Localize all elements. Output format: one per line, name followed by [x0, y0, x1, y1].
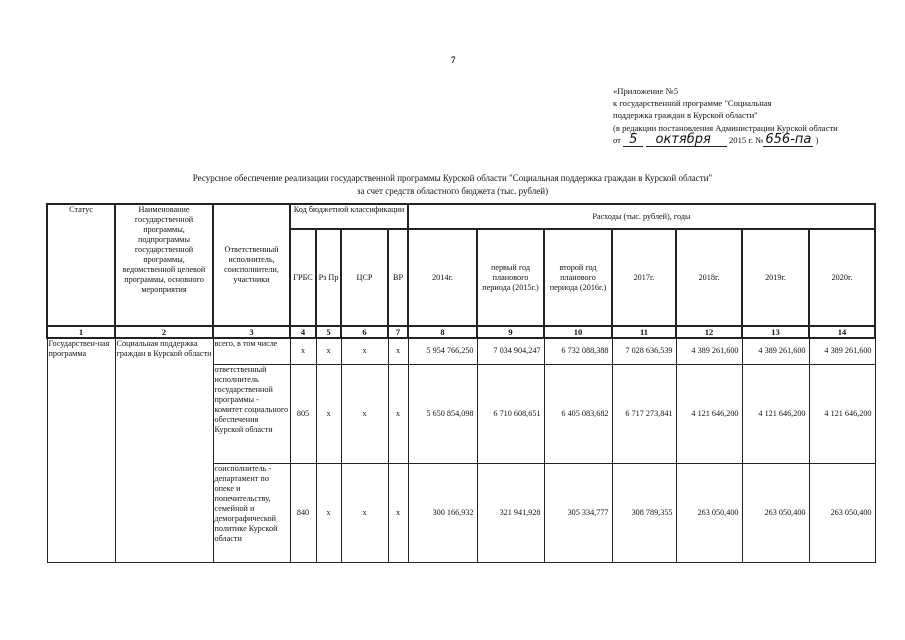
index-cell: 12: [676, 326, 742, 338]
appendix-line-2: к государственной программе "Социальная: [613, 98, 772, 109]
document-title: Ресурсное обеспечение реализации государственной программы Курской области "Социальная поддержка граждан в Курской области": [192, 173, 713, 183]
header-2020: 2020г.: [809, 229, 875, 326]
value-cell: 263 050,400: [676, 463, 742, 562]
date-day: 5: [623, 134, 643, 147]
csr-cell: x: [341, 338, 388, 364]
value-cell: 5 954 766,250: [408, 338, 477, 364]
date-month: октября: [646, 134, 727, 147]
index-cell: 5: [316, 326, 341, 338]
index-cell: 1: [47, 326, 115, 338]
table-row: [47, 338, 875, 364]
date-prefix: от: [613, 134, 621, 145]
appendix-date-line: [613, 131, 838, 147]
value-cell: 4 121 646,200: [809, 364, 875, 463]
header-2017: 2017г.: [612, 229, 676, 326]
executor-cell: соисполнитель - департамент по опеке и попечительству, семейной и демографической политике Курской области: [213, 463, 290, 562]
page-number: 7: [451, 55, 456, 65]
grbs-cell: 805: [290, 364, 316, 463]
appendix-line-4: (в редакции постановления Администрации Курской области: [613, 122, 838, 133]
header-2015: первый год планового периода (2015г.): [477, 229, 544, 326]
appendix-block: [613, 85, 838, 147]
header-budget-code: Код бюджетной классификации: [290, 204, 408, 229]
index-cell: 13: [742, 326, 809, 338]
date-year: 2015 г. №: [729, 134, 764, 145]
value-cell: 4 121 646,200: [742, 364, 809, 463]
csr-cell: x: [341, 463, 388, 562]
value-cell: 263 050,400: [742, 463, 809, 562]
rzpr-cell: x: [316, 364, 341, 463]
header-expenses: Расходы (тыс. рублей), годы: [408, 204, 875, 229]
vr-cell: x: [388, 463, 408, 562]
index-cell: 11: [612, 326, 676, 338]
resource-table: [46, 203, 876, 563]
decree-number: 656-па: [765, 131, 812, 147]
value-cell: 6 710 608,651: [477, 364, 544, 463]
header-grbs: ГРБС: [290, 229, 316, 326]
index-cell: 8: [408, 326, 477, 338]
index-cell: 2: [115, 326, 213, 338]
header-csr: ЦСР: [341, 229, 388, 326]
vr-cell: x: [388, 338, 408, 364]
appendix-line-1: «Приложение №5: [613, 86, 679, 96]
vr-cell: x: [388, 364, 408, 463]
value-cell: 305 334,777: [544, 463, 612, 562]
value-cell: 4 121 646,200: [676, 364, 742, 463]
index-cell: 9: [477, 326, 544, 338]
executor-cell: всего, в том числе: [213, 338, 290, 364]
value-cell: 6 732 088,388: [544, 338, 612, 364]
index-cell: 14: [809, 326, 875, 338]
value-cell: 4 389 261,600: [742, 338, 809, 364]
document-subtitle: за счет средств областного бюджета (тыс. рублей): [356, 186, 549, 196]
value-cell: 6 405 083,682: [544, 364, 612, 463]
header-2016: второй год планового периода (2016г.): [544, 229, 612, 326]
rzpr-cell: x: [316, 463, 341, 562]
value-cell: 300 166,932: [408, 463, 477, 562]
value-cell: 6 717 273,841: [612, 364, 676, 463]
value-cell: 7 034 904,247: [477, 338, 544, 364]
header-2014: 2014г.: [408, 229, 477, 326]
header-executor: Ответственный исполнитель, соисполнители, участники: [213, 204, 290, 326]
header-vr: ВР: [388, 229, 408, 326]
appendix-line-3: поддержка граждан в Курской области": [613, 110, 758, 121]
close-paren: ): [815, 134, 819, 145]
grbs-cell: 840: [290, 463, 316, 562]
value-cell: 4 389 261,600: [676, 338, 742, 364]
header-rzpr: Рз Пр: [316, 229, 341, 326]
executor-cell: ответственный исполнитель государственной программы - комитет социального обеспечения Курской области: [213, 364, 290, 463]
program-name-cell: Социальная поддержка граждан в Курской области: [115, 338, 213, 562]
value-cell: 263 050,400: [809, 463, 875, 562]
header-status: Статус: [47, 204, 115, 326]
grbs-cell: x: [290, 338, 316, 364]
header-name: Наименование государственной программы, подпрограммы государственной программы, ведомственной целевой программы, основного мероприятия: [115, 204, 213, 326]
header-2018: 2018г.: [676, 229, 742, 326]
index-cell: 3: [213, 326, 290, 338]
status-cell: Государствен-ная программа: [47, 338, 115, 562]
index-cell: 6: [341, 326, 388, 338]
value-cell: 5 650 854,098: [408, 364, 477, 463]
index-cell: 10: [544, 326, 612, 338]
value-cell: 321 941,928: [477, 463, 544, 562]
csr-cell: x: [341, 364, 388, 463]
value-cell: 4 389 261,600: [809, 338, 875, 364]
value-cell: 308 789,355: [612, 463, 676, 562]
value-cell: 7 028 636,539: [612, 338, 676, 364]
index-cell: 7: [388, 326, 408, 338]
rzpr-cell: x: [316, 338, 341, 364]
header-2019: 2019г.: [742, 229, 809, 326]
index-cell: 4: [290, 326, 316, 338]
